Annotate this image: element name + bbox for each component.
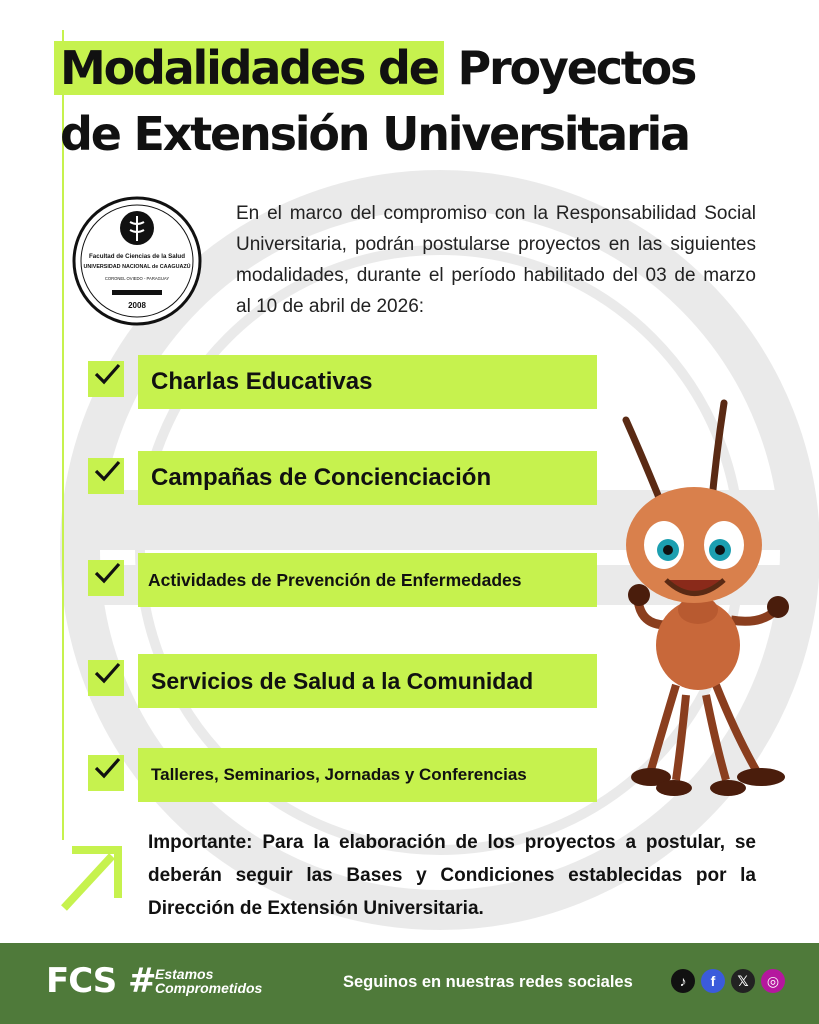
slogan-line1: Estamos [155,966,214,982]
check-icon [88,458,124,494]
important-note: Importante: Para la elaboración de los proyectos a postular, se deberán seguir las Bases y Condiciones establecidas por la Dirección de Extensión Universitaria. [148,832,756,919]
logo-line2: UNIVERSIDAD NACIONAL de CAAGUAZÚ [83,264,191,270]
logo-year: 2008 [128,301,146,310]
title-rest: Proyectos [457,41,696,95]
modality-label: Actividades de Prevención de Enfermedades [148,569,522,590]
slogan-line2: Comprometidos [155,980,263,996]
modality-label: Charlas Educativas [151,368,373,395]
intro-text: En el marco del compromiso con la Responsabilidad Social Universitaria, podrán postularse proyectos en las siguientes modalidades, durante el período habilitado del 03 de marzo al 10 de abril de 2026: [236,203,756,317]
modality-item [138,553,597,607]
footer-hashtag: # [128,961,157,1001]
modality-label: Campañas de Concienciación [151,464,492,491]
instagram-icon[interactable]: ◎ [761,969,785,993]
faculty-logo [72,196,202,326]
footer-brand: FCS [46,961,117,1001]
ant-mascot-illustration [606,395,796,805]
follow-text: Seguinos en nuestras redes sociales [343,973,633,991]
modality-item [138,748,597,802]
logo-line3: CORONEL OVIEDO - PARAGUAY [104,276,170,281]
footer-slogan [155,967,262,995]
facebook-icon[interactable]: f [701,969,725,993]
modality-item [138,451,597,505]
logo-line1: Facultad de Ciencias de la Salud [89,253,185,260]
arrow-icon [60,842,124,912]
modality-item [138,654,597,708]
page-title [60,38,780,164]
check-icon [88,755,124,791]
footer-bar [0,943,819,1024]
check-icon [88,660,124,696]
title-highlight: Modalidades de [54,41,444,95]
check-icon [88,560,124,596]
modality-label: Servicios de Salud a la Comunidad [151,667,534,694]
title-line2: de Extensión Universitaria [60,107,689,161]
tiktok-icon[interactable]: ♪ [671,969,695,993]
modality-label: Talleres, Seminarios, Jornadas y Conferencias [151,765,527,784]
modality-item [138,355,597,409]
check-icon [88,361,124,397]
x-icon[interactable]: 𝕏 [731,969,755,993]
